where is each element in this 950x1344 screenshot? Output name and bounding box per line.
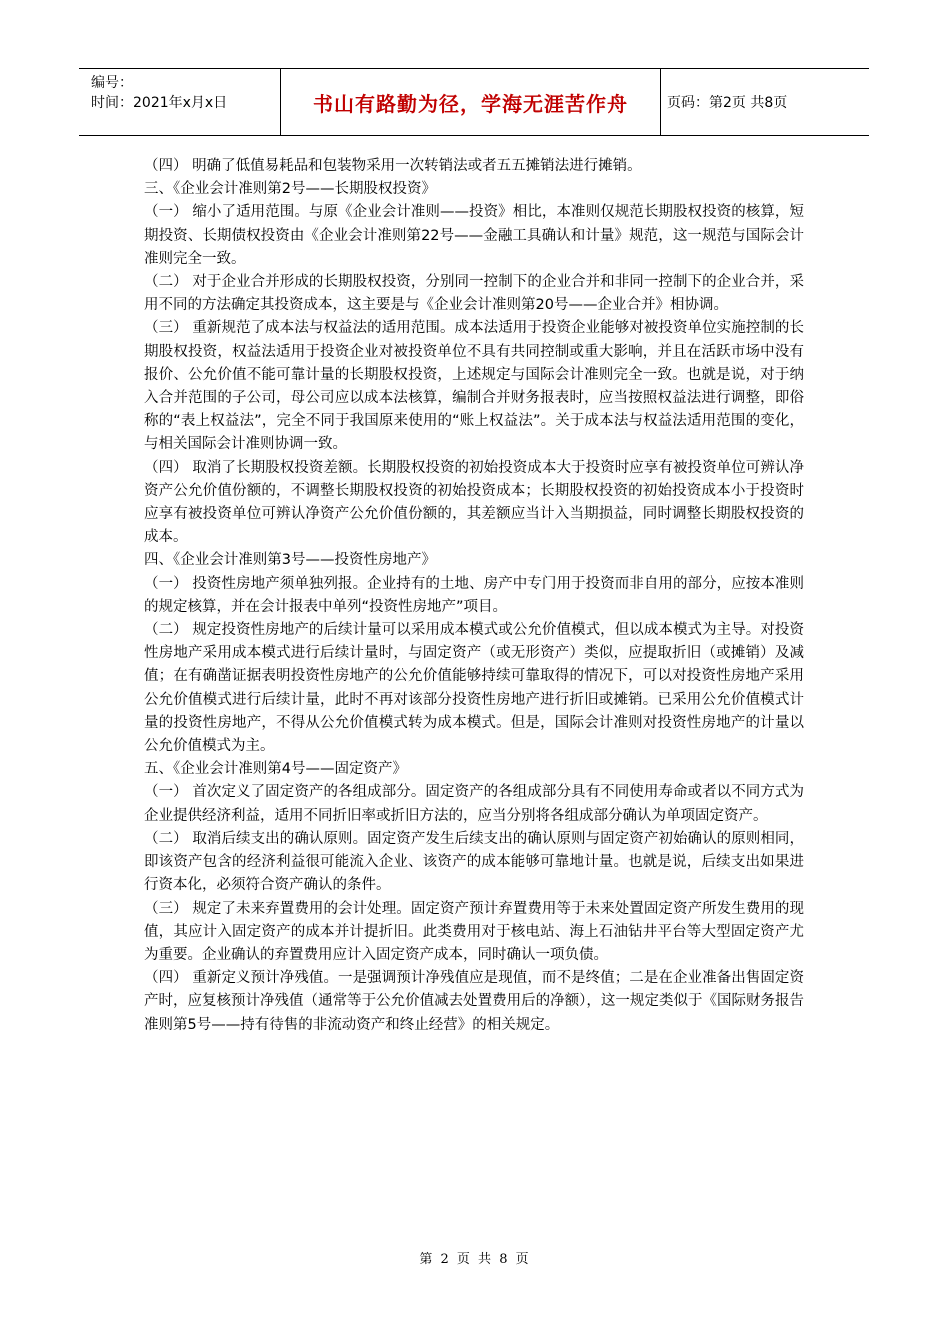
document-body — [144, 155, 804, 1037]
section-heading: 三、《企业会计准则第2号——长期股权投资》 — [144, 181, 436, 198]
header-page-number: 页码：第2页 共8页 — [667, 95, 788, 111]
paragraph: （三） 规定了未来弃置费用的会计处理。固定资产预计弃置费用等于未来处置固定资产所发生费用的现值，其应计入固定资产的成本并计提折旧。此类费用对于核电站、海上石油钻井平台等大型固定资产尤为重要。企业确认的弃置费用应计入固定资产成本，同时确认一项负债。 — [144, 900, 804, 963]
paragraph: （四） 取消了长期股权投资差额。长期股权投资的初始投资成本大于投资时应享有被投资单位可辨认净资产公允价值份额的，不调整长期股权投资的初始投资成本；长期股权投资的初始投资成本小于投资时应享有被投资单位可辨认净资产公允价值份额的，其差额应当计入当期损益，同时调整长期股权投资的成本。 — [144, 459, 804, 546]
paragraph: （三） 重新规范了成本法与权益法的适用范围。成本法适用于投资企业能够对被投资单位实施控制的长期股权投资，权益法适用于投资企业对被投资单位不具有共同控制或重大影响，并且在活跃市场中没有报价、公允价值不能可靠计量的长期股权投资，上述规定与国际会计准则完全一致。也就是说，对于纳入合并范围的子公司，母公司应以成本法核算，编制合并财务报表时，应当按照权益法进行调整，即俗称的“表上权益法”，完全不同于我国原来使用的“账上权益法”。关于成本法与权益法适用范围的变化，与相关国际会计准则协调一致。 — [144, 320, 804, 453]
page-header — [79, 68, 869, 136]
header-page-cell — [661, 69, 869, 135]
paragraph: （四） 明确了低值易耗品和包装物采用一次转销法或者五五摊销法进行摊销。 — [144, 158, 642, 174]
section-heading: 四、《企业会计准则第3号——投资性房地产》 — [144, 552, 436, 569]
paragraph: （一） 投资性房地产须单独列报。企业持有的土地、房产中专门用于投资而非自用的部分，应按本准则的规定核算，并在会计报表中单列“投资性房地产”项目。 — [144, 575, 804, 615]
paragraph: （一） 首次定义了固定资产的各组成部分。固定资产的各组成部分具有不同使用寿命或者以不同方式为企业提供经济利益，适用不同折旧率或折旧方法的，应当分别将各组成部分确认为单项固定资产。 — [144, 784, 804, 824]
paragraph: （二） 对于企业合并形成的长期股权投资，分别同一控制下的企业合并和非同一控制下的企业合并，采用不同的方法确定其投资成本，这主要是与《企业会计准则第20号——企业合并》相协调。 — [144, 274, 804, 314]
header-motto: 书山有路勤为径，学海无涯苦作舟 — [313, 91, 628, 116]
paragraph: （一） 缩小了适用范围。与原《企业会计准则——投资》相比，本准则仅规范长期股权投资的核算，短期投资、长期债权投资由《企业会计准则第22号——金融工具确认和计量》规范，这一规范与国际会计准则完全一致。 — [144, 204, 804, 267]
paragraph: （二） 规定投资性房地产的后续计量可以采用成本模式或公允价值模式，但以成本模式为主导。对投资性房地产采用成本模式进行后续计量时，与固定资产（或无形资产）类似，应提取折旧（或摊销）及减值；在有确凿证据表明投资性房地产的公允价值能够持续可靠取得的情况下，可以对投资性房地产采用公允价值模式进行后续计量，此时不再对该部分投资性房地产进行折旧或摊销。已采用公允价值模式计量的投资性房地产，不得从公允价值模式转为成本模式。但是，国际会计准则对投资性房地产的计量以公允价值模式为主。 — [144, 622, 804, 755]
header-meta — [79, 69, 281, 135]
document-date: 时间：2021年x月x日 — [91, 95, 228, 111]
header-motto-cell — [281, 69, 661, 135]
paragraph: （二） 取消后续支出的确认原则。固定资产发生后续支出的确认原则与固定资产初始确认的原则相同，即该资产包含的经济利益很可能流入企业、该资产的成本能够可靠地计量。也就是说，后续支出如果进行资本化，必须符合资产确认的条件。 — [144, 830, 804, 894]
page-footer: 第 2 页 共 8 页 — [419, 1252, 531, 1267]
paragraph: （四） 重新定义预计净残值。一是强调预计净残值应是现值，而不是终值；二是在企业准备出售固定资产时，应复核预计净残值（通常等于公允价值减去处置费用后的净额），这一规定类似于《国际财务报告准则第5号——持有待售的非流动资产和终止经营》的相关规定。 — [144, 970, 804, 1033]
document-number: 编号： — [91, 75, 133, 91]
section-heading: 五、《企业会计准则第4号——固定资产》 — [144, 761, 407, 778]
